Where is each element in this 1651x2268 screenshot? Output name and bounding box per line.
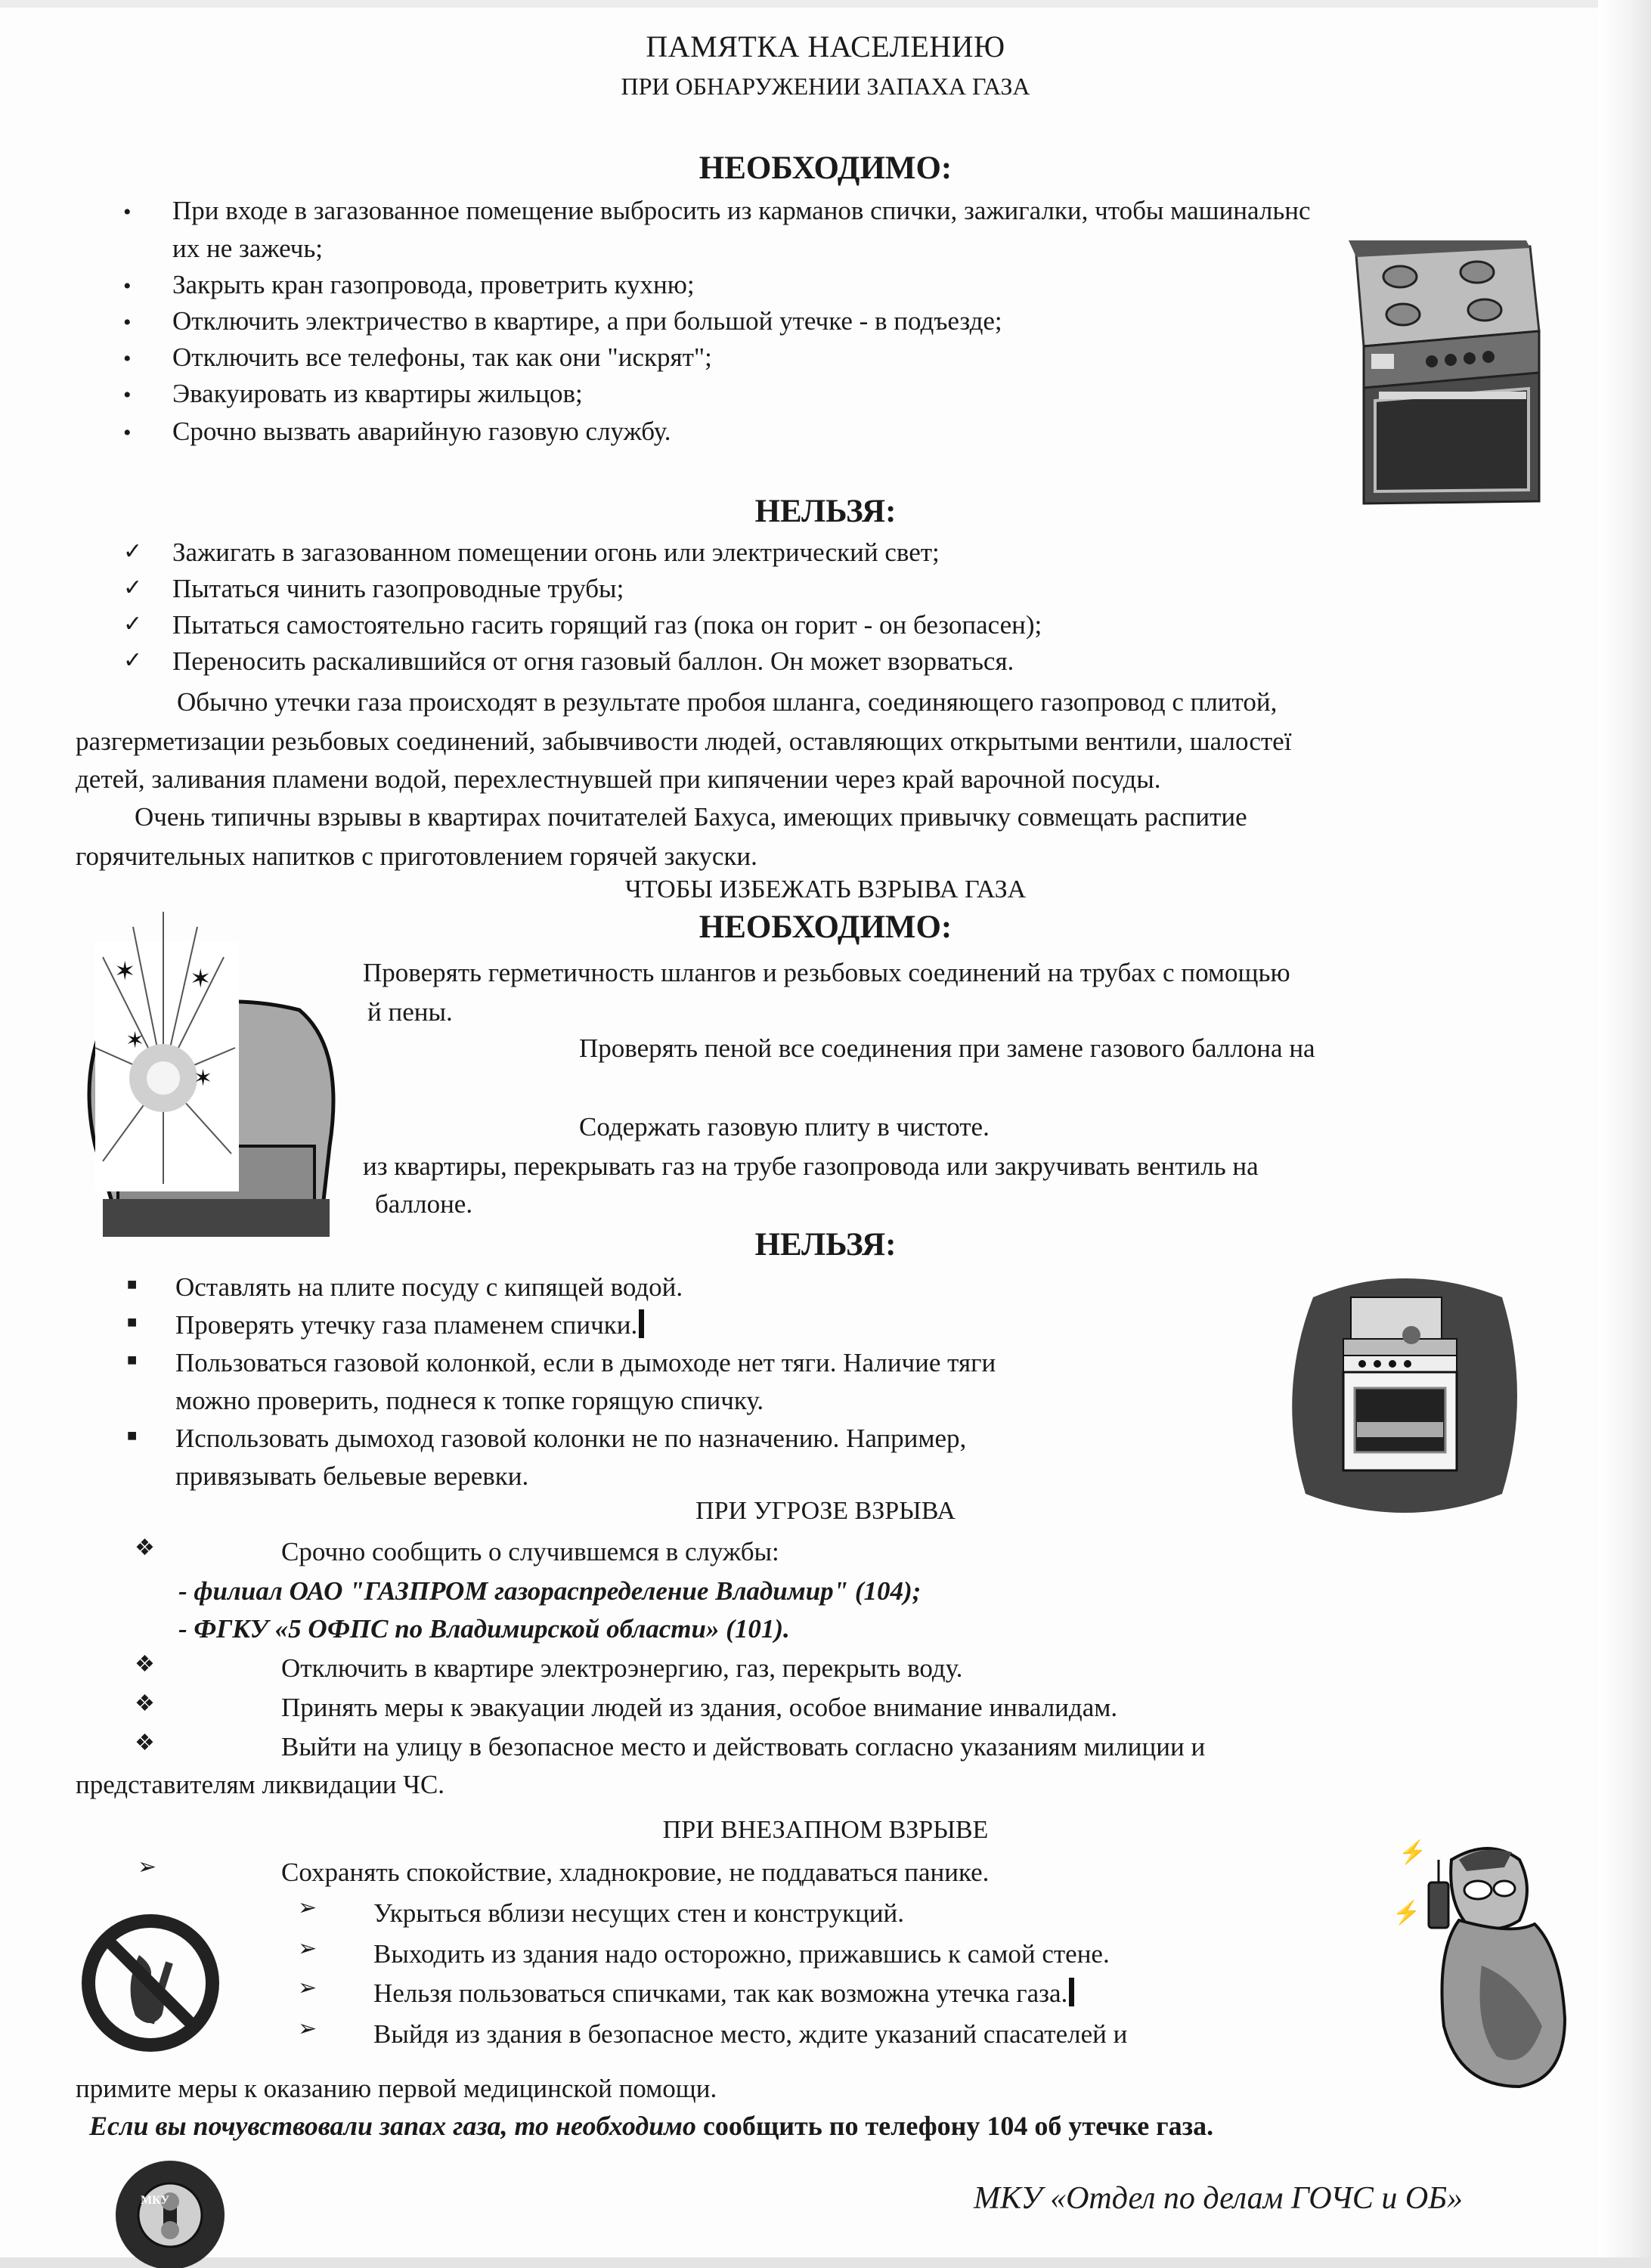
round-bullet-icon: • <box>123 346 132 371</box>
service-contact-gazprom: - филиал ОАО "ГАЗПРОМ газораспределение Владимир" (104); <box>178 1576 922 1606</box>
arrowhead-bullet-icon: ➢ <box>298 2016 318 2041</box>
scan-top-edge <box>0 0 1651 8</box>
list-item: Использовать дымоход газовой колонки не по назначению. Например, <box>175 1424 967 1453</box>
list-item: примите меры к оказанию первой медицинской помощи. <box>76 2074 717 2103</box>
list-item: Содержать газовую плиту в чистоте. <box>579 1112 990 1142</box>
list-item: Отключить в квартире электроэнергию, газ, перекрыть воду. <box>281 1653 963 1683</box>
square-bullet-icon: ■ <box>127 1275 138 1294</box>
paragraph-line: детей, заливания пламени водой, перехлестнувшей при кипячении через край варочной посуды. <box>76 764 1161 794</box>
round-bullet-icon: • <box>123 310 132 335</box>
text-cursor-mark <box>1069 1978 1074 2006</box>
section-heading-necessary: НЕОБХОДИМО: <box>698 150 952 186</box>
list-item: Пользоваться газовой колонкой, если в дымоходе нет тяги. Наличие тяги <box>175 1348 996 1377</box>
list-item: Зажигать в загазованном помещении огонь или электрический свет; <box>172 538 940 567</box>
square-bullet-icon: ■ <box>127 1350 138 1369</box>
svg-text:✶: ✶ <box>114 958 136 986</box>
checkmark-icon: ✓ <box>123 539 143 564</box>
section-heading-threat: ПРИ УГРОЗЕ ВЗРЫВА <box>695 1497 956 1525</box>
closing-bold: сообщить по телефону 104 об утечке газа. <box>695 2111 1214 2141</box>
list-item: их не зажечь; <box>172 234 324 263</box>
list-item: Оставлять на плите посуду с кипящей водой. <box>175 1272 683 1302</box>
section-heading-necessary-2: НЕОБХОДИМО: <box>698 909 952 945</box>
arrowhead-bullet-icon: ➢ <box>298 1895 318 1920</box>
gas-stove-illustration <box>1341 240 1547 505</box>
diamond-cluster-bullet-icon: ❖ <box>135 1691 155 1716</box>
list-item: Переносить раскалившийся от огня газовый баллон. Он может взорваться. <box>172 646 1014 676</box>
list-item: Укрыться вблизи несущих стен и конструкций. <box>373 1898 905 1928</box>
list-item: Пытаться самостоятельно гасить горящий газ (пока он горит - он безопасен); <box>172 610 1042 640</box>
list-item: й пены. <box>367 997 453 1027</box>
list-item: Принять меры к эвакуации людей из здания, особое внимание инвалидам. <box>281 1693 1118 1722</box>
diamond-cluster-bullet-icon: ❖ <box>135 1535 155 1560</box>
list-item: При входе в загазованное помещение выбросить из карманов спички, зажигалки, чтобы машинальнс <box>172 196 1311 225</box>
arrowhead-bullet-icon: ➢ <box>138 1854 157 1879</box>
scan-bottom-edge <box>0 2257 1651 2268</box>
svg-text:✶: ✶ <box>125 1028 145 1053</box>
paragraph-line: разгерметизации резьбовых соединений, забывчивости людей, оставляющих открытыми вентили, шалостеї <box>76 727 1292 756</box>
list-item: Выходить из здания надо осторожно, прижавшись к самой стене. <box>373 1939 1110 1969</box>
text-cursor-mark <box>639 1309 644 1338</box>
list-item: Срочно сообщить о случившемся в службы: <box>281 1537 779 1566</box>
list-item: Пытаться чинить газопроводные трубы; <box>172 574 624 603</box>
section-heading-sudden-explosion: ПРИ ВНЕЗАПНОМ ВЗРЫВЕ <box>662 1816 989 1844</box>
section-heading-forbidden-2: НЕЛЬЗЯ: <box>754 1227 897 1263</box>
arrowhead-bullet-icon: ➢ <box>298 1936 318 1961</box>
svg-text:✶: ✶ <box>194 1066 213 1091</box>
list-item: Сохранять спокойствие, хладнокровие, не поддаваться панике. <box>281 1857 990 1887</box>
no-open-flame-sign <box>79 1910 222 2057</box>
page-subtitle: ПРИ ОБНАРУЖЕНИИ ЗАПАХА ГАЗА <box>621 73 1030 100</box>
list-item: Эвакуировать из квартиры жильцов; <box>172 379 583 408</box>
list-item-text: Нельзя пользоваться спичками, так как возможна утечка газа. <box>373 1978 1068 2008</box>
closing-instruction <box>89 2108 1213 2145</box>
list-item: Проверять герметичность шлангов и резьбовых соединений на трубах с помощью <box>363 958 1290 987</box>
stove-in-circle-illustration <box>1283 1267 1525 1524</box>
checkmark-icon: ✓ <box>123 612 143 637</box>
list-item: из квартиры, перекрывать газ на трубе газопровода или закручивать вентиль на <box>363 1151 1259 1181</box>
checkmark-icon: ✓ <box>123 575 143 600</box>
svg-text:✶: ✶ <box>190 965 212 993</box>
list-item: баллоне. <box>375 1189 473 1219</box>
svg-text:⚡: ⚡ <box>1392 1901 1421 1926</box>
list-item: Отключить все телефоны, так как они "искрят"; <box>172 342 712 372</box>
page-title: ПАМЯТКА НАСЕЛЕНИЮ <box>646 29 1005 64</box>
paragraph-line: горячительных напитков с приготовлением горячей закуски. <box>76 841 757 871</box>
house-explosion-illustration <box>73 897 360 1244</box>
list-item: Закрыть кран газопровода, проветрить кухню; <box>172 270 695 299</box>
arrowhead-bullet-icon: ➢ <box>298 1975 318 2000</box>
signature-organization: МКУ «Отдел по делам ГОЧС и ОБ» <box>974 2181 1464 2216</box>
list-item: Проверять пеной все соединения при замене газового баллона на <box>579 1033 1315 1063</box>
scan-right-edge <box>1598 0 1651 2268</box>
checkmark-icon: ✓ <box>123 648 143 673</box>
section-heading-forbidden: НЕЛЬЗЯ: <box>754 494 897 529</box>
closing-italic: Если вы почувствовали запах газа, то необходимо <box>89 2111 696 2141</box>
square-bullet-icon: ■ <box>127 1312 138 1331</box>
svg-text:⚡: ⚡ <box>1399 1840 1427 1865</box>
city-emblem-logo <box>113 2155 227 2268</box>
list-item: Отключить электричество в квартире, а при большой утечке - в подъезде; <box>172 306 1002 336</box>
paragraph-line: Обычно утечки газа происходят в результате пробоя шланга, соединяющего газопровод с плитой, <box>177 687 1278 717</box>
list-item <box>175 1306 644 1343</box>
square-bullet-icon: ■ <box>127 1426 138 1445</box>
service-contact-fire: - ФГКУ «5 ОФПС по Владимирской области» (101). <box>178 1614 790 1644</box>
man-with-phone-cartoon <box>1391 1830 1575 2102</box>
logo-inner-text: МКУ <box>141 2194 170 2207</box>
list-item: представителям ликвидации ЧС. <box>76 1770 445 1799</box>
paragraph-line: Очень типичны взрывы в квартирах почитателей Бахуса, имеющих привычку совмещать распитие <box>135 802 1247 832</box>
section-caption-avoid-explosion: ЧТОБЫ ИЗБЕЖАТЬ ВЗРЫВА ГАЗА <box>624 875 1027 903</box>
list-item: можно проверить, поднеся к топке горящую спичку. <box>175 1386 764 1415</box>
round-bullet-icon: • <box>123 200 132 225</box>
list-item-text: Проверять утечку газа пламенем спички. <box>175 1310 638 1340</box>
round-bullet-icon: • <box>123 383 132 407</box>
diamond-cluster-bullet-icon: ❖ <box>135 1652 155 1677</box>
round-bullet-icon: • <box>123 420 132 445</box>
list-item <box>373 1975 1074 2012</box>
list-item: привязывать бельевые веревки. <box>175 1461 529 1491</box>
list-item: Выйдя из здания в безопасное место, ждите указаний спасателей и <box>373 2019 1128 2049</box>
round-bullet-icon: • <box>123 274 132 299</box>
list-item: Выйти на улицу в безопасное место и действовать согласно указаниям милиции и <box>281 1732 1206 1761</box>
diamond-cluster-bullet-icon: ❖ <box>135 1730 155 1755</box>
list-item: Срочно вызвать аварийную газовую службу. <box>172 417 671 446</box>
